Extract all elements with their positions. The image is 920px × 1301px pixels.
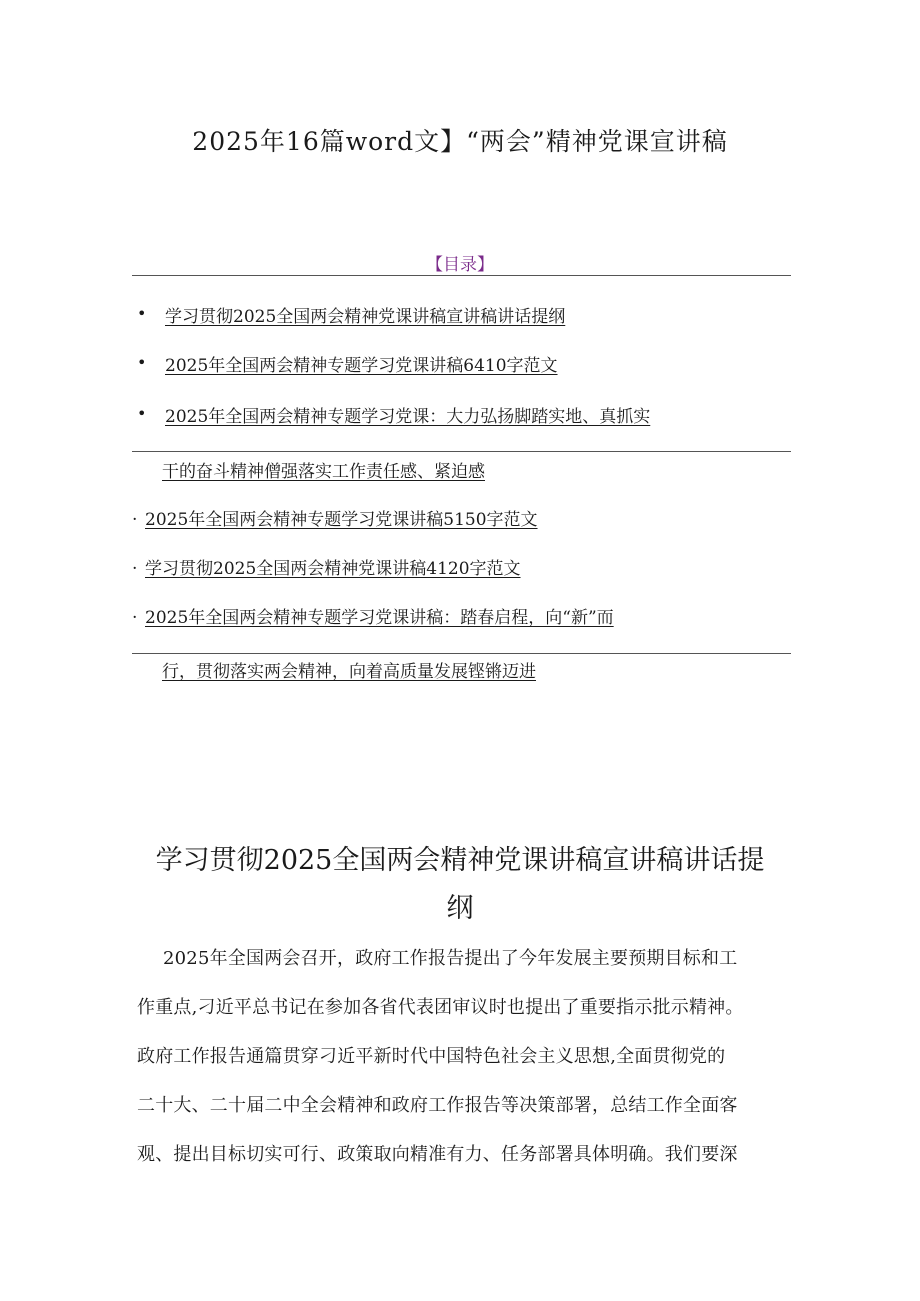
toc-item-6[interactable]: 2025年全国两会精神专题学习党课讲稿：踏春启程，向“新”而 bbox=[145, 608, 614, 628]
paragraph-line: 政府工作报告通篇贯穿刁近平新时代中国特色社会主义思想,全面贯彻党的 bbox=[137, 1046, 726, 1067]
toc-divider bbox=[132, 275, 791, 276]
paragraph-line: 观、提出目标切实可行、政策取向精准有力、任务部署具体明确。我们要深 bbox=[137, 1144, 738, 1165]
toc-item-4[interactable]: 2025年全国两会精神专题学习党课讲稿5150字范文 bbox=[145, 510, 538, 530]
toc-item-2[interactable]: 2025年全国两会精神专题学习党课讲稿6410字范文 bbox=[165, 356, 558, 376]
toc-bullet: . bbox=[132, 554, 138, 574]
document-title: 2025年16篇word文】“两会”精神党课宣讲稿 bbox=[192, 127, 728, 156]
paragraph-line: 2025年全国两会召开，政府工作报告提出了今年发展主要预期目标和工 bbox=[163, 948, 738, 969]
toc-item-6-continuation[interactable]: 行，贯彻落实两会精神，向着高质量发展铿锵迈进 bbox=[162, 662, 536, 682]
toc-divider bbox=[132, 451, 791, 452]
toc-item-1[interactable]: 学习贯彻2025全国两会精神党课讲稿宣讲稿讲话提纲 bbox=[165, 307, 566, 327]
toc-bullet: . bbox=[132, 603, 138, 623]
toc-divider bbox=[132, 653, 791, 654]
toc-item-3[interactable]: 2025年全国两会精神专题学习党课：大力弘扬脚踏实地、真抓实 bbox=[165, 407, 651, 427]
section-title: 学习贯彻2025全国两会精神党课讲稿宣讲稿讲话提 bbox=[155, 845, 765, 876]
paragraph-line: 二十大、二十届二中全会精神和政府工作报告等决策部署，总结工作全面客 bbox=[137, 1095, 738, 1116]
paragraph-line: 作重点,刁近平总书记在参加各省代表团审议时也提出了重要指示批示精神。 bbox=[137, 997, 744, 1018]
toc-item-3-continuation[interactable]: 干的奋斗精神僧强落实工作责任感、紧迫感 bbox=[162, 462, 485, 482]
section-title-continuation: 纲 bbox=[446, 893, 474, 924]
toc-bullet: • bbox=[137, 353, 147, 372]
toc-bullet: • bbox=[137, 404, 147, 423]
toc-bullet: . bbox=[132, 505, 138, 525]
toc-item-5[interactable]: 学习贯彻2025全国两会精神党课讲稿4120字范文 bbox=[145, 559, 521, 579]
toc-bullet: • bbox=[137, 304, 147, 323]
toc-heading: 【目录】 bbox=[426, 255, 494, 275]
